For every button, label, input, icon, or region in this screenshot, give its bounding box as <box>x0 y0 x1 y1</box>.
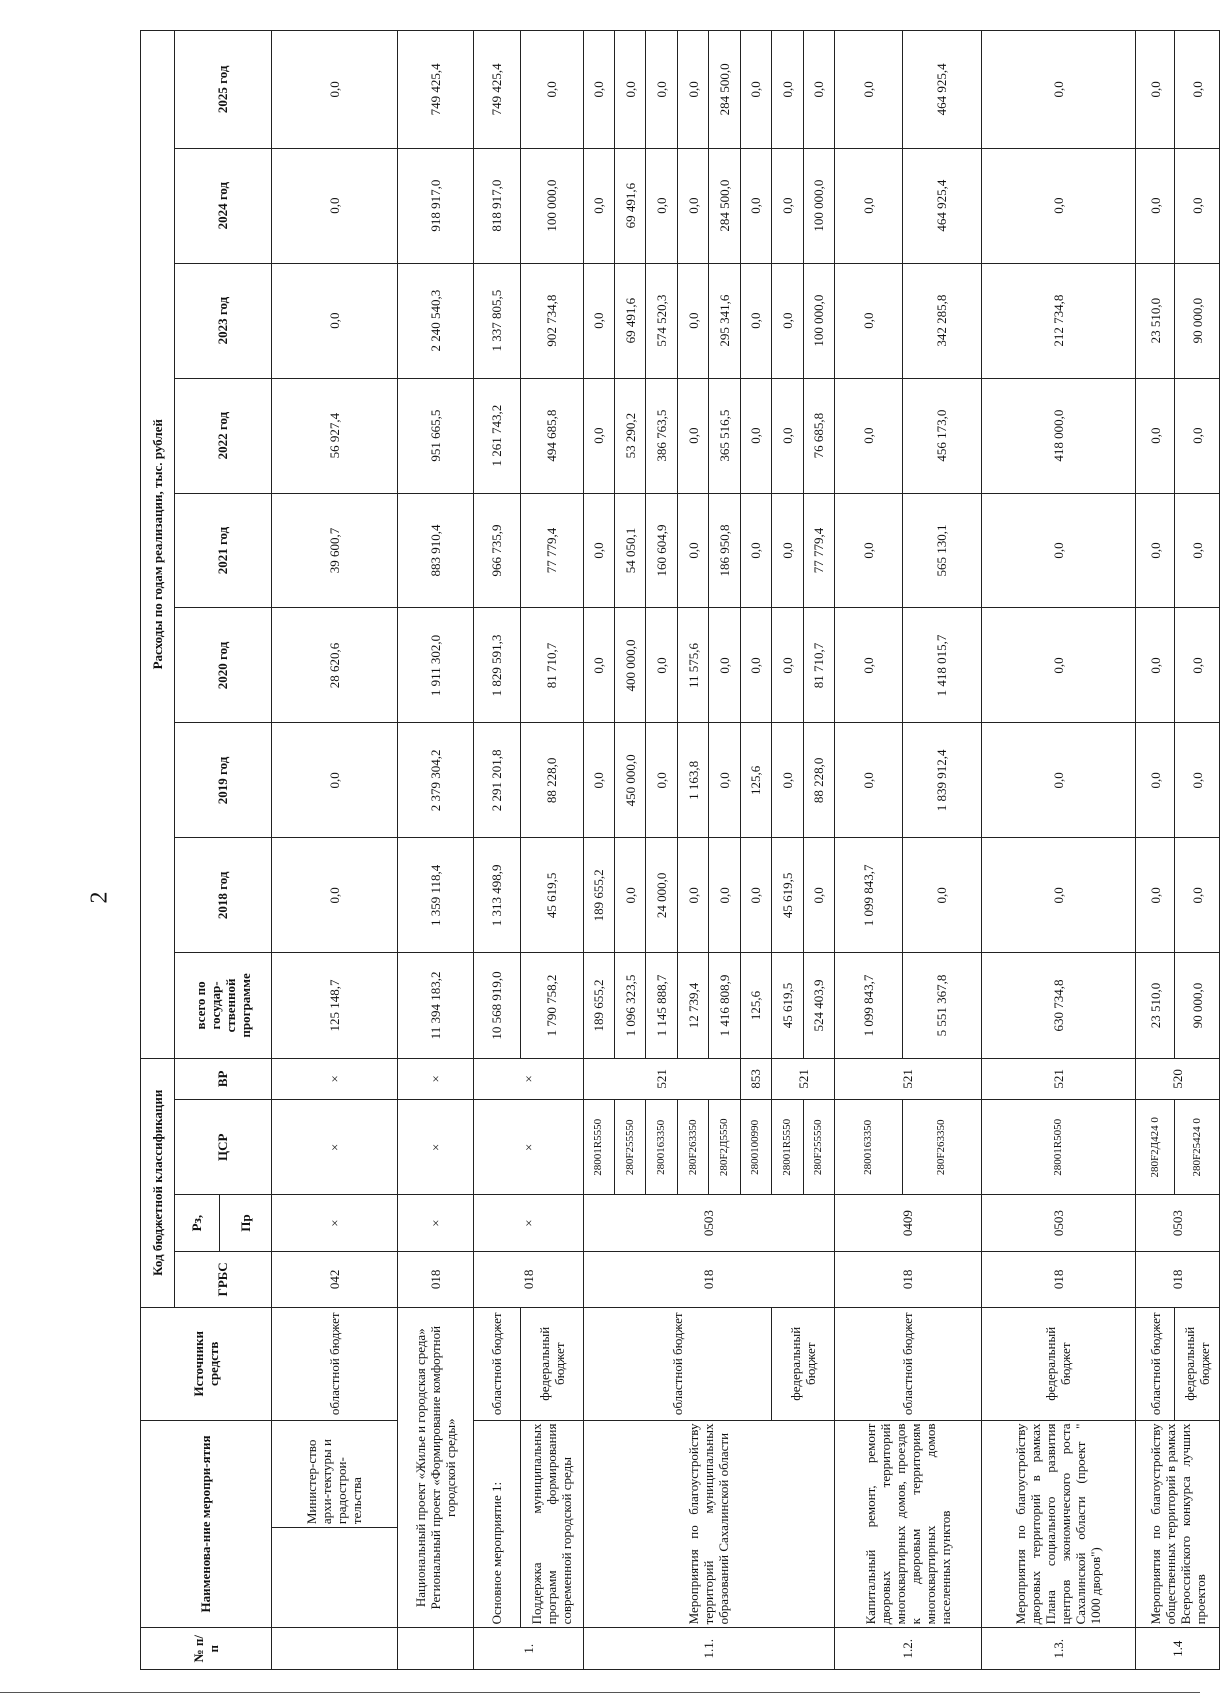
num-cell: 1.3. <box>981 1628 1136 1670</box>
year-value-cell: 0,0 <box>709 608 740 723</box>
measure-name-cell: Мероприятия по благоустройству общественных территорий в рамках Всероссийского конкурса лучших проектов <box>1136 1420 1220 1628</box>
year-value-cell: 0,0 <box>1175 148 1220 263</box>
year-value-cell: 54 050,1 <box>614 493 645 608</box>
vr-cell: 521 <box>583 1058 740 1100</box>
table-cell: 018 <box>397 1251 473 1307</box>
vr-cell: 521 <box>981 1058 1136 1100</box>
table-cell: × <box>473 1058 583 1100</box>
table-row <box>981 31 1136 1670</box>
total-cell: 1 099 843,7 <box>834 953 902 1058</box>
total-cell: 45 619,5 <box>772 953 803 1058</box>
measure-title-cell: Основное мероприятие 1: <box>473 1420 520 1628</box>
year-value-cell: 212 734,8 <box>981 263 1136 378</box>
year-value-cell: 951 665,5 <box>397 378 473 493</box>
year-value-cell: 918 917,0 <box>397 148 473 263</box>
year-value-cell: 0,0 <box>1175 378 1220 493</box>
year-value-cell: 0,0 <box>271 723 397 838</box>
header-name: Наименова-ние меропри-ятия <box>141 1420 272 1628</box>
header-num: № п/п <box>141 1628 272 1670</box>
year-value-cell: 0,0 <box>271 148 397 263</box>
expenses-table <box>140 30 1220 1670</box>
csr-cell: 280F25424 0 <box>1175 1100 1220 1195</box>
total-cell: 125,6 <box>740 953 771 1058</box>
year-value-cell: 1 418 015,7 <box>903 608 982 723</box>
year-value-cell: 0,0 <box>271 263 397 378</box>
year-value-cell: 0,0 <box>740 148 771 263</box>
year-value-cell: 0,0 <box>903 838 982 953</box>
year-value-cell: 0,0 <box>772 378 803 493</box>
header-budget-code: Код бюджетной классификации <box>141 1058 175 1307</box>
total-cell: 1 790 758,2 <box>520 953 583 1058</box>
csr-cell: 280F2Д424 0 <box>1136 1100 1175 1195</box>
year-value-cell: 2 240 540,3 <box>397 263 473 378</box>
header-grbs: ГРБС <box>175 1251 272 1307</box>
year-value-cell: 0,0 <box>1136 31 1175 149</box>
year-value-cell: 386 763,5 <box>646 378 677 493</box>
csr-cell: 280F2Д5550 <box>709 1100 740 1195</box>
year-value-cell: 0,0 <box>834 263 902 378</box>
year-value-cell: 0,0 <box>583 493 614 608</box>
year-value-cell: 565 130,1 <box>903 493 982 608</box>
year-value-cell: 0,0 <box>740 31 771 149</box>
table-cell: 018 <box>473 1251 583 1307</box>
year-value-cell: 77 779,4 <box>803 493 834 608</box>
header-year: 2019 год <box>175 723 272 838</box>
year-value-cell: 0,0 <box>583 378 614 493</box>
header-expenses: Расходы по годам реализации, тыс. рублей <box>141 31 175 1059</box>
year-value-cell: 100 000,0 <box>803 263 834 378</box>
source-cell: федеральный бюджет <box>1175 1308 1220 1421</box>
vr-cell: 853 <box>740 1058 771 1100</box>
header-total: всего по государ-ственной программе <box>175 953 272 1058</box>
year-value-cell: 0,0 <box>709 838 740 953</box>
year-value-cell: 0,0 <box>677 378 708 493</box>
csr-cell: 280F263350 <box>903 1100 982 1195</box>
year-value-cell: 0,0 <box>1136 378 1175 493</box>
vr-cell: 521 <box>772 1058 835 1100</box>
num-cell: 1. <box>473 1628 583 1670</box>
num-cell: 1.1. <box>583 1628 834 1670</box>
measure-name-cell: Мероприятия по благоустройству территорий муниципальных образований Сахалинской области <box>583 1420 834 1628</box>
year-value-cell: 0,0 <box>1136 723 1175 838</box>
year-value-cell: 90 000,0 <box>1175 263 1220 378</box>
table-cell: × <box>397 1195 473 1251</box>
year-value-cell: 56 927,4 <box>271 378 397 493</box>
source-cell: федеральный бюджет <box>520 1308 583 1421</box>
table-cell: 042 <box>271 1251 397 1307</box>
total-cell: 1 416 808,9 <box>709 953 740 1058</box>
year-value-cell: 464 925,4 <box>903 148 982 263</box>
total-cell: 125 148,7 <box>271 953 397 1058</box>
year-value-cell: 0,0 <box>646 148 677 263</box>
year-value-cell: 464 925,4 <box>903 31 982 149</box>
executor-cell: Министер-ство архи-тектуры и градострои-тельства <box>271 1420 397 1528</box>
year-value-cell: 0,0 <box>981 31 1136 149</box>
header-csr: ЦСР <box>175 1100 272 1195</box>
header-year: 2021 год <box>175 493 272 608</box>
total-cell: 5 551 367,8 <box>903 953 982 1058</box>
total-cell: 1 096 323,5 <box>614 953 645 1058</box>
source-cell: федеральный бюджет <box>772 1308 835 1421</box>
year-value-cell: 0,0 <box>583 31 614 149</box>
csr-cell: 28001R5550 <box>772 1100 803 1195</box>
year-value-cell: 342 285,8 <box>903 263 982 378</box>
year-value-cell: 0,0 <box>772 493 803 608</box>
header-year: 2023 год <box>175 263 272 378</box>
year-value-cell: 284 500,0 <box>709 148 740 263</box>
measure-name-cell: Капитальный ремонт, ремонт дворовых территорий многоквартирных домов, проездов к дворовым территориям многоквартирных домов населенных пунктов <box>834 1420 981 1628</box>
year-value-cell: 574 520,3 <box>646 263 677 378</box>
year-value-cell: 0,0 <box>646 608 677 723</box>
year-value-cell: 0,0 <box>772 31 803 149</box>
year-value-cell: 0,0 <box>981 148 1136 263</box>
source-cell: федеральный бюджет <box>981 1308 1136 1421</box>
csr-cell: 28001R5550 <box>583 1100 614 1195</box>
year-value-cell: 0,0 <box>803 838 834 953</box>
table-row <box>834 31 902 1670</box>
vr-cell: 521 <box>834 1058 981 1100</box>
year-value-cell: 749 425,4 <box>473 31 520 149</box>
page-number: 2 <box>86 891 113 904</box>
year-value-cell: 0,0 <box>1175 31 1220 149</box>
table-cell: 018 <box>583 1251 834 1307</box>
year-value-cell: 100 000,0 <box>803 148 834 263</box>
year-value-cell: 45 619,5 <box>520 838 583 953</box>
total-cell: 630 734,8 <box>981 953 1136 1058</box>
table-cell: × <box>271 1058 397 1100</box>
table-cell: × <box>397 1100 473 1195</box>
year-value-cell: 0,0 <box>740 608 771 723</box>
csr-cell: 280F263350 <box>677 1100 708 1195</box>
header-sources: Источники средств <box>141 1308 272 1421</box>
year-value-cell: 0,0 <box>614 31 645 149</box>
year-value-cell: 0,0 <box>740 493 771 608</box>
num-cell: 1.4 <box>1136 1628 1220 1670</box>
total-cell: 12 739,4 <box>677 953 708 1058</box>
year-value-cell: 160 604,9 <box>646 493 677 608</box>
csr-cell: 2800163350 <box>834 1100 902 1195</box>
year-value-cell: 0,0 <box>646 31 677 149</box>
year-value-cell: 902 734,8 <box>520 263 583 378</box>
total-cell: 10 568 919,0 <box>473 953 520 1058</box>
year-value-cell: 284 500,0 <box>709 31 740 149</box>
year-value-cell: 23 510,0 <box>1136 263 1175 378</box>
year-value-cell: 11 575,6 <box>677 608 708 723</box>
year-value-cell: 0,0 <box>772 723 803 838</box>
table-cell: 018 <box>981 1251 1136 1307</box>
year-value-cell: 1 099 843,7 <box>834 838 902 953</box>
year-value-cell: 0,0 <box>677 493 708 608</box>
year-value-cell: 53 290,2 <box>614 378 645 493</box>
table-cell: 0503 <box>583 1195 834 1251</box>
year-value-cell: 0,0 <box>677 838 708 953</box>
year-value-cell: 0,0 <box>271 838 397 953</box>
year-value-cell: 0,0 <box>834 31 902 149</box>
csr-cell: 28001R5050 <box>981 1100 1136 1195</box>
year-value-cell: 0,0 <box>740 263 771 378</box>
table-row <box>1136 31 1175 1670</box>
header-year: 2024 год <box>175 148 272 263</box>
header-vr: ВР <box>175 1058 272 1100</box>
year-value-cell: 39 600,7 <box>271 493 397 608</box>
csr-cell: 280F255550 <box>803 1100 834 1195</box>
year-value-cell: 0,0 <box>981 723 1136 838</box>
year-value-cell: 2 291 201,8 <box>473 723 520 838</box>
year-value-cell: 1 911 302,0 <box>397 608 473 723</box>
year-value-cell: 400 000,0 <box>614 608 645 723</box>
year-value-cell: 0,0 <box>1175 608 1220 723</box>
year-value-cell: 1 337 805,5 <box>473 263 520 378</box>
table-row <box>583 31 614 1670</box>
header-year: 2025 год <box>175 31 272 149</box>
year-value-cell: 883 910,4 <box>397 493 473 608</box>
year-value-cell: 81 710,7 <box>803 608 834 723</box>
source-cell: областной бюджет <box>473 1308 520 1421</box>
table-cell: × <box>473 1100 583 1195</box>
year-value-cell: 0,0 <box>834 608 902 723</box>
year-value-cell: 0,0 <box>740 838 771 953</box>
table-row <box>520 31 583 1670</box>
year-value-cell: 749 425,4 <box>397 31 473 149</box>
year-value-cell: 189 655,2 <box>583 838 614 953</box>
year-value-cell: 456 173,0 <box>903 378 982 493</box>
page-bottom-rule <box>0 1692 1200 1693</box>
source-cell: областной бюджет <box>583 1308 772 1421</box>
year-value-cell: 0,0 <box>1136 493 1175 608</box>
table-cell: × <box>473 1195 583 1251</box>
rotated-page-content <box>140 30 1220 1670</box>
source-cell: областной бюджет <box>271 1308 397 1421</box>
total-cell: 90 000,0 <box>1175 953 1220 1058</box>
source-cell: областной бюджет <box>834 1308 981 1421</box>
total-cell: 23 510,0 <box>1136 953 1175 1058</box>
year-value-cell: 450 000,0 <box>614 723 645 838</box>
year-value-cell: 0,0 <box>834 723 902 838</box>
year-value-cell: 365 516,5 <box>709 378 740 493</box>
table-cell: × <box>271 1100 397 1195</box>
year-value-cell: 0,0 <box>1136 608 1175 723</box>
year-value-cell: 0,0 <box>981 608 1136 723</box>
csr-cell: 2800163350 <box>646 1100 677 1195</box>
header-year: 2022 год <box>175 378 272 493</box>
measure-name-cell: Мероприятия по благоустройству дворовых территорий в рамках Плана социального развития центров экономического роста Сахалинской области (проект " 1000 дворов") <box>981 1420 1136 1628</box>
year-value-cell: 0,0 <box>583 608 614 723</box>
table-cell: 0503 <box>981 1195 1136 1251</box>
table-cell: 018 <box>834 1251 981 1307</box>
num-cell: 1.2. <box>834 1628 981 1670</box>
year-value-cell: 1 163,8 <box>677 723 708 838</box>
year-value-cell: 0,0 <box>740 378 771 493</box>
year-value-cell: 0,0 <box>1175 838 1220 953</box>
table-cell: 018 <box>1136 1251 1220 1307</box>
measure-desc-cell: Поддержка муниципальных программ формирования современной городской среды <box>520 1420 583 1628</box>
empty-cell <box>271 1528 397 1628</box>
csr-cell: 280F255550 <box>614 1100 645 1195</box>
source-cell: областной бюджет <box>1136 1308 1175 1421</box>
year-value-cell: 0,0 <box>583 263 614 378</box>
year-value-cell: 88 228,0 <box>520 723 583 838</box>
year-value-cell: 69 491,6 <box>614 148 645 263</box>
table-cell: 0409 <box>834 1195 981 1251</box>
year-value-cell: 24 000,0 <box>646 838 677 953</box>
table-row <box>397 31 473 1670</box>
year-value-cell: 0,0 <box>981 493 1136 608</box>
empty-cell <box>397 1628 473 1670</box>
year-value-cell: 418 000,0 <box>981 378 1136 493</box>
year-value-cell: 0,0 <box>1175 723 1220 838</box>
table-cell: × <box>271 1195 397 1251</box>
year-value-cell: 1 313 498,9 <box>473 838 520 953</box>
year-value-cell: 0,0 <box>1175 493 1220 608</box>
year-value-cell: 28 620,6 <box>271 608 397 723</box>
vr-cell: 520 <box>1136 1058 1220 1100</box>
total-cell: 189 655,2 <box>583 953 614 1058</box>
year-value-cell: 0,0 <box>677 148 708 263</box>
year-value-cell: 186 950,8 <box>709 493 740 608</box>
header-pr: Пр <box>219 1195 271 1251</box>
year-value-cell: 494 685,8 <box>520 378 583 493</box>
year-value-cell: 0,0 <box>677 31 708 149</box>
year-value-cell: 0,0 <box>520 31 583 149</box>
year-value-cell: 0,0 <box>1136 838 1175 953</box>
year-value-cell: 1 359 118,4 <box>397 838 473 953</box>
year-value-cell: 0,0 <box>772 148 803 263</box>
table-row <box>271 31 397 1670</box>
year-value-cell: 1 829 591,3 <box>473 608 520 723</box>
year-value-cell: 966 735,9 <box>473 493 520 608</box>
year-value-cell: 0,0 <box>803 31 834 149</box>
year-value-cell: 69 491,6 <box>614 263 645 378</box>
year-value-cell: 295 341,6 <box>709 263 740 378</box>
year-value-cell: 77 779,4 <box>520 493 583 608</box>
year-value-cell: 0,0 <box>709 723 740 838</box>
year-value-cell: 0,0 <box>834 493 902 608</box>
table-row <box>473 31 520 1670</box>
year-value-cell: 0,0 <box>271 31 397 149</box>
total-cell: 11 394 183,2 <box>397 953 473 1058</box>
year-value-cell: 0,0 <box>981 838 1136 953</box>
year-value-cell: 0,0 <box>583 148 614 263</box>
year-value-cell: 1 839 912,4 <box>903 723 982 838</box>
year-value-cell: 88 228,0 <box>803 723 834 838</box>
table-row <box>141 31 175 1670</box>
year-value-cell: 0,0 <box>772 263 803 378</box>
total-cell: 1 145 888,7 <box>646 953 677 1058</box>
csr-cell: 2800100990 <box>740 1100 771 1195</box>
year-value-cell: 125,6 <box>740 723 771 838</box>
year-value-cell: 81 710,7 <box>520 608 583 723</box>
total-cell: 524 403,9 <box>803 953 834 1058</box>
year-value-cell: 0,0 <box>677 263 708 378</box>
year-value-cell: 0,0 <box>583 723 614 838</box>
year-value-cell: 0,0 <box>1136 148 1175 263</box>
year-value-cell: 0,0 <box>646 723 677 838</box>
empty-cell <box>271 1628 397 1670</box>
national-project-cell: Национальный проект «Жилье и городская среда» Региональный проект «Формирование комфортной городской среды» <box>397 1308 473 1628</box>
year-value-cell: 0,0 <box>834 148 902 263</box>
year-value-cell: 1 261 743,2 <box>473 378 520 493</box>
year-value-cell: 0,0 <box>772 608 803 723</box>
year-value-cell: 0,0 <box>614 838 645 953</box>
year-value-cell: 45 619,5 <box>772 838 803 953</box>
header-year: 2020 год <box>175 608 272 723</box>
year-value-cell: 0,0 <box>834 378 902 493</box>
year-value-cell: 2 379 304,2 <box>397 723 473 838</box>
header-year: 2018 год <box>175 838 272 953</box>
table-cell: 0503 <box>1136 1195 1220 1251</box>
table-cell: × <box>397 1058 473 1100</box>
year-value-cell: 818 917,0 <box>473 148 520 263</box>
year-value-cell: 76 685,8 <box>803 378 834 493</box>
header-rz: Рз, <box>175 1195 220 1251</box>
year-value-cell: 100 000,0 <box>520 148 583 263</box>
